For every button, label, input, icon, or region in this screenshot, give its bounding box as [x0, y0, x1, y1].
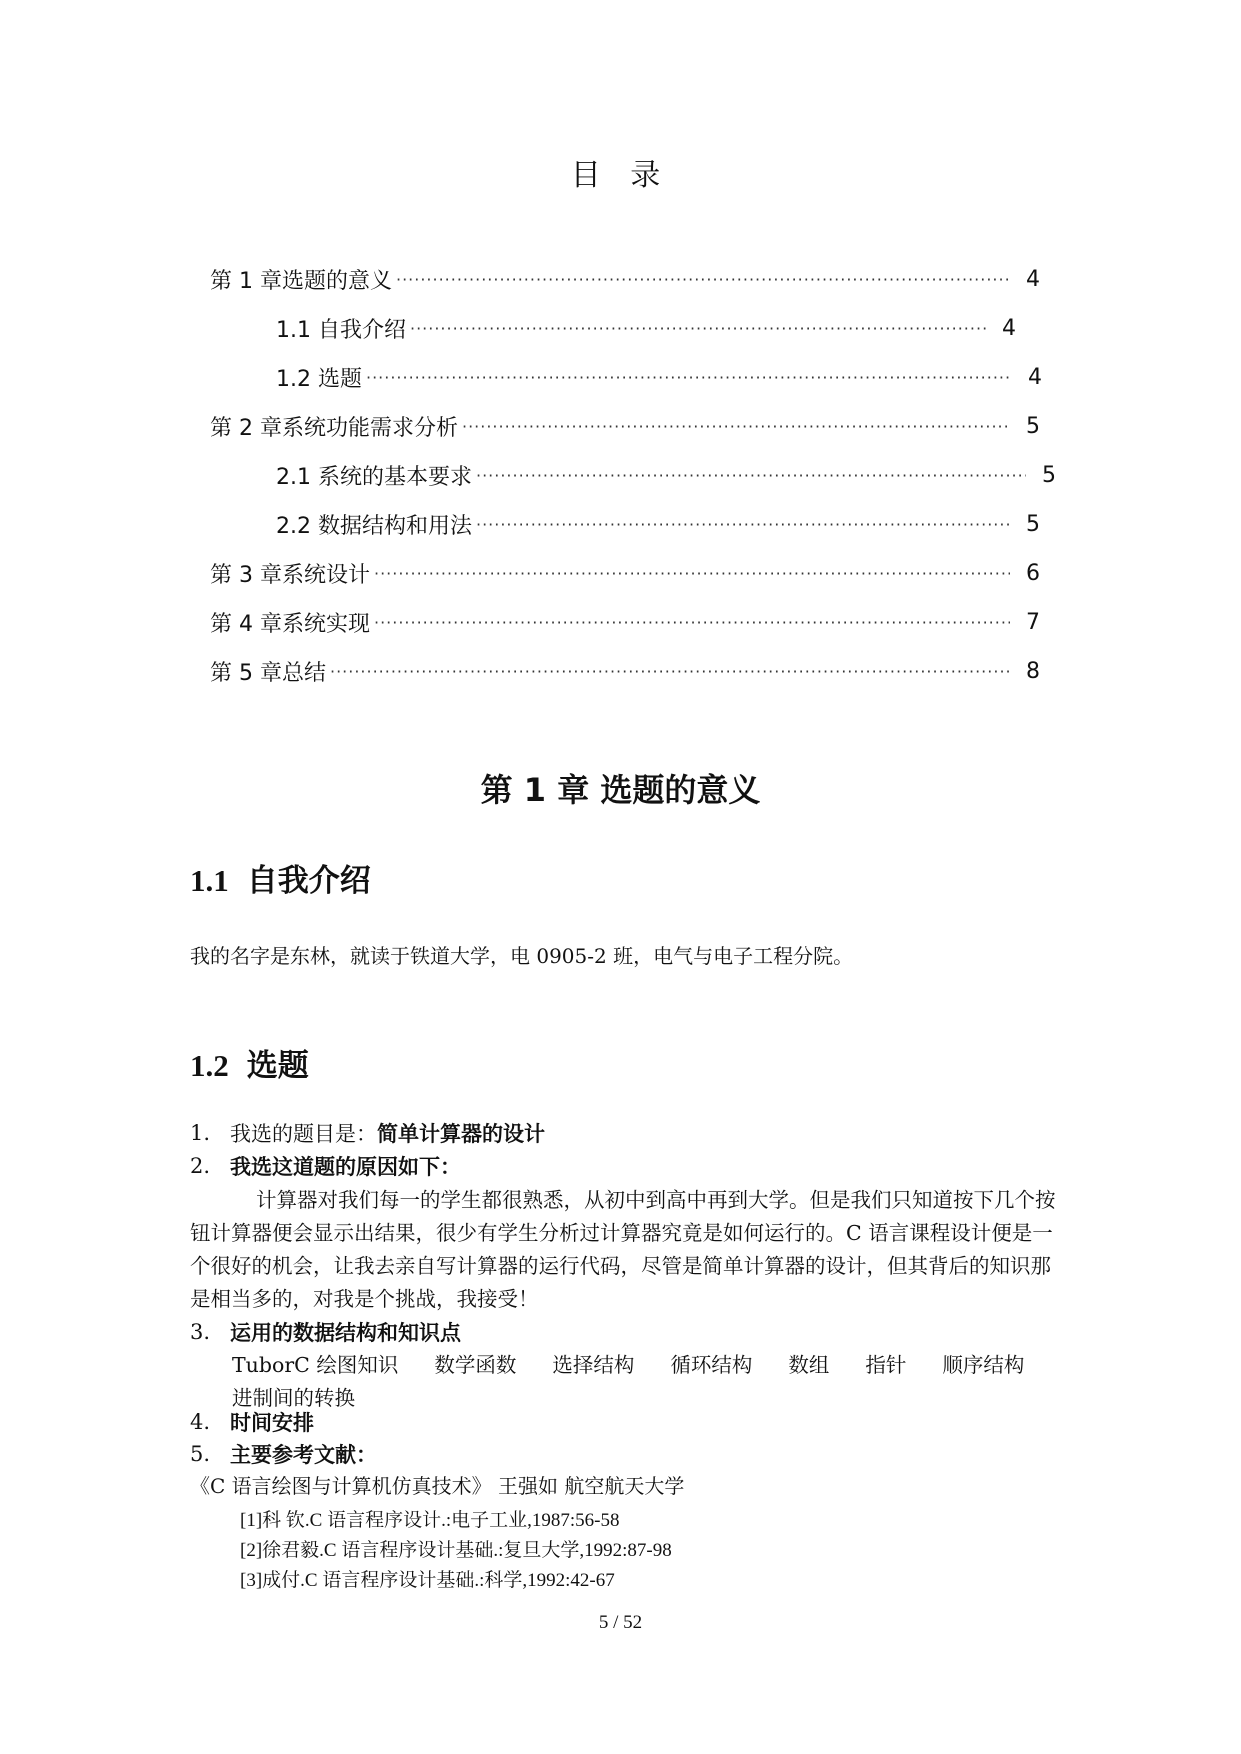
knowledge-item: 指针 — [865, 1353, 907, 1377]
knowledge-item: 进制间的转换 — [232, 1386, 355, 1410]
section-heading — [190, 855, 371, 900]
list-item-title: 运用的数据结构和知识点 — [230, 1321, 461, 1345]
toc-leader — [366, 368, 1012, 387]
toc-entry[interactable] — [210, 556, 1040, 590]
knowledge-item: TuborC 绘图知识 — [232, 1353, 399, 1377]
toc-entry-page: 4 — [1026, 266, 1040, 292]
toc-entry-label: 2.1 系统的基本要求 — [276, 464, 472, 490]
toc-entry[interactable] — [276, 360, 1042, 394]
toc-entry-label: 第 5 章总结 — [210, 660, 326, 686]
toc-entry-label: 第 3 章系统设计 — [210, 562, 370, 588]
toc-entry[interactable] — [276, 507, 1040, 541]
toc-title: 目 录 — [570, 158, 671, 193]
list-item — [190, 1150, 461, 1182]
self-intro-text: 我的名字是东林，就读于铁道大学，电 0905-2 班，电气与电子工程分院。 — [190, 944, 854, 968]
toc-entry-label: 1.1 自我介绍 — [276, 317, 406, 343]
reference-book: 《C 语言绘图与计算机仿真技术》 王强如 航空航天大学 — [190, 1474, 685, 1498]
toc-entry-label: 第 1 章选题的意义 — [210, 268, 392, 294]
list-item-number: 1. — [190, 1121, 211, 1145]
toc-leader — [410, 319, 986, 338]
list-item-number: 3. — [190, 1320, 211, 1344]
list-item-lead: 我选的题目是： — [230, 1122, 377, 1146]
toc-entry-label: 1.2 选题 — [276, 366, 362, 392]
knowledge-list — [232, 1349, 1062, 1415]
list-item — [190, 1316, 461, 1348]
toc-entry[interactable] — [210, 262, 1040, 296]
toc-entry-page: 5 — [1042, 462, 1056, 488]
list-item — [190, 1438, 377, 1470]
list-item-title: 我选这道题的原因如下： — [230, 1155, 461, 1179]
chapter-title: 第 1 章 选题的意义 — [480, 771, 761, 809]
section-title: 选题 — [246, 1048, 309, 1084]
section-title: 自我介绍 — [246, 863, 371, 899]
toc-entry-page: 4 — [1002, 315, 1016, 341]
toc-leader — [396, 270, 1010, 289]
reference-item: [2]徐君毅.C 语言程序设计基础.:复旦大学,1992:87-98 — [240, 1540, 672, 1561]
page-number: 5 / 52 — [598, 1612, 643, 1633]
toc-leader — [374, 564, 1010, 583]
list-item-number: 4. — [190, 1410, 211, 1434]
list-item-title: 简单计算器的设计 — [377, 1122, 545, 1146]
list-item-number: 5. — [190, 1442, 211, 1466]
knowledge-item: 循环结构 — [670, 1353, 753, 1377]
knowledge-item: 选择结构 — [552, 1353, 635, 1377]
toc-entry-label: 第 2 章系统功能需求分析 — [210, 415, 458, 441]
toc-entry[interactable] — [276, 311, 1016, 345]
toc-leader — [476, 515, 1010, 534]
reference-item: [3]成付.C 语言程序设计基础.:科学,1992:42-67 — [240, 1570, 615, 1591]
toc-entry-page: 8 — [1026, 658, 1040, 684]
knowledge-item: 顺序结构 — [942, 1353, 1025, 1377]
section-heading — [190, 1040, 309, 1085]
list-item-title: 主要参考文献： — [230, 1443, 377, 1467]
section-number: 1.2 — [190, 1048, 229, 1083]
knowledge-item: 数组 — [788, 1353, 830, 1377]
toc-entry-page: 6 — [1026, 560, 1040, 586]
toc-entry[interactable] — [276, 458, 1056, 492]
toc-entry-label: 第 4 章系统实现 — [210, 611, 370, 637]
knowledge-item: 数学函数 — [434, 1353, 517, 1377]
toc-entry[interactable] — [210, 654, 1040, 688]
toc-entry-page: 7 — [1026, 609, 1040, 635]
toc-leader — [330, 662, 1010, 681]
list-item-number: 2. — [190, 1154, 211, 1178]
toc-leader — [462, 417, 1010, 436]
toc-entry-page: 4 — [1028, 364, 1042, 390]
toc-leader — [476, 466, 1026, 485]
toc-entry-page: 5 — [1026, 413, 1040, 439]
section-number: 1.1 — [190, 863, 229, 898]
toc-entry[interactable] — [210, 605, 1040, 639]
toc-entry[interactable] — [210, 409, 1040, 443]
toc-entry-page: 5 — [1026, 511, 1040, 537]
list-item-title: 时间安排 — [230, 1411, 314, 1435]
reference-item: [1]科 钦.C 语言程序设计.:电子工业,1987:56-58 — [240, 1510, 620, 1531]
toc-leader — [374, 613, 1010, 632]
list-item — [190, 1406, 314, 1438]
reason-paragraph: 计算器对我们每一的学生都很熟悉，从初中到高中再到大学。但是我们只知道按下几个按钮计算器便会显示出结果，很少有学生分析过计算器究竟是如何运行的。C 语言课程设计便是一个很好的机会，让我去亲自写计算器的运行代码，尽管是简单计算器的设计，但其背后的知识那是相当多的，对我是个挑战，我接受！ — [190, 1188, 1056, 1311]
toc-entry-label: 2.2 数据结构和用法 — [276, 513, 472, 539]
list-item — [190, 1117, 545, 1149]
